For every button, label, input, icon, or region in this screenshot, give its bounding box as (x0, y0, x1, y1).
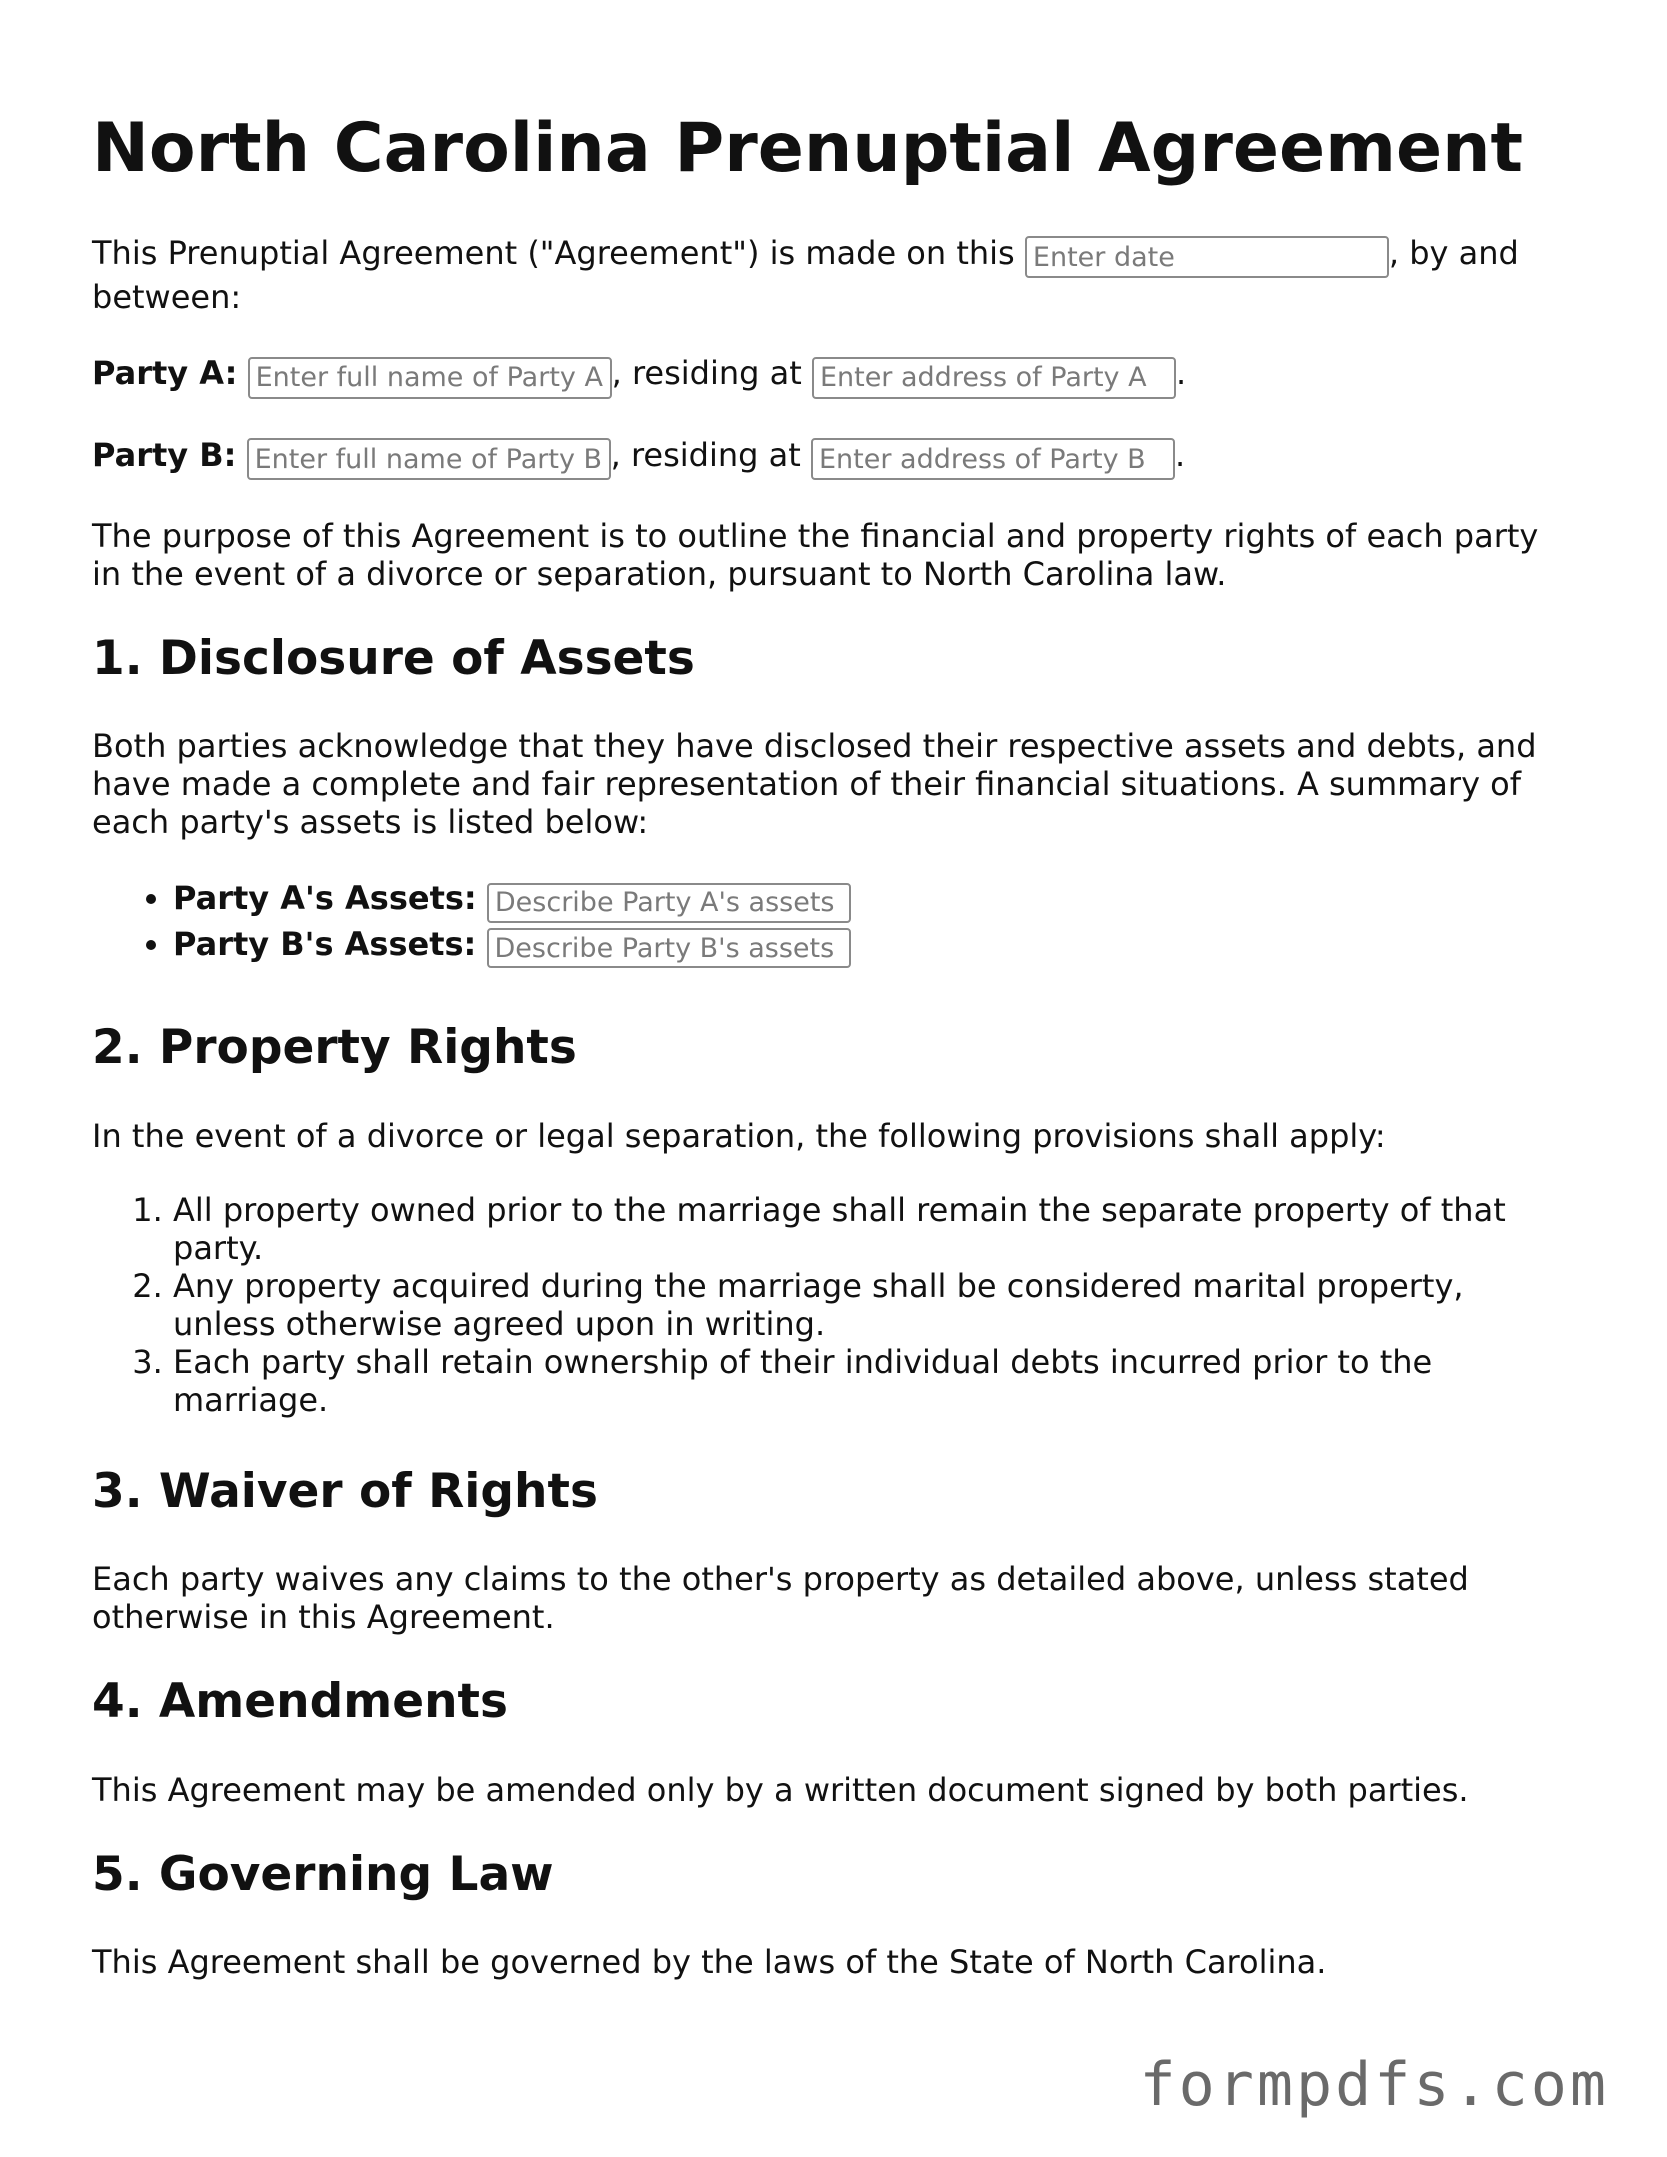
intro-text-after: , by and between: (92, 233, 1519, 317)
party-b-name-input[interactable] (247, 438, 611, 480)
party-b-line (92, 436, 1572, 481)
party-b-address-input[interactable] (811, 438, 1175, 480)
date-input[interactable] (1025, 236, 1389, 278)
section-amendments-text: This Agreement may be amended only by a written document signed by both parties. (92, 1770, 1469, 1809)
assets-list (92, 877, 1572, 968)
party-b-end: . (1174, 435, 1186, 474)
list-item: 3. Each party shall retain ownership of their individual debts incurred prior to the marriage. (173, 1343, 1572, 1419)
party-b-assets-label: Party B's Assets: (173, 924, 477, 963)
section-waiver-heading: 3. Waiver of Rights (92, 1463, 598, 1519)
party-b-label: Party B: (92, 435, 237, 474)
section-amendments-heading: 4. Amendments (92, 1674, 509, 1730)
party-a-assets-label: Party A's Assets: (173, 879, 477, 918)
section-disclosure-heading: 1. Disclosure of Assets (92, 631, 695, 687)
section-waiver-text: Each party waives any claims to the other's property as detailed above, unless stated otherwise in this Agreement. (92, 1560, 1469, 1637)
party-a-assets-input[interactable] (487, 883, 851, 923)
party-a-name-input[interactable] (248, 357, 612, 399)
party-a-residing-text: , residing at (611, 354, 812, 393)
watermark: formpdfs.com (1139, 2050, 1609, 2120)
list-item (173, 877, 1572, 923)
document-page (92, 108, 1572, 2019)
list-item: 1. All property owned prior to the marriage shall remain the separate property of that party. (173, 1191, 1572, 1267)
section-property-heading: 2. Property Rights (92, 1020, 577, 1076)
party-b-residing-text: , residing at (610, 435, 811, 474)
section-disclosure-text: Both parties acknowledge that they have disclosed their respective assets and debts, and have made a complete and fair representation of their financial situations. A summary of each party's assets is listed below: (92, 727, 1537, 842)
list-item (173, 923, 1572, 969)
list-item: 2. Any property acquired during the marriage shall be considered marital property, unless otherwise agreed upon in writing. (173, 1267, 1572, 1343)
intro-paragraph (92, 234, 1572, 317)
provisions-list (92, 1191, 1572, 1419)
intro-text-before: This Prenuptial Agreement ("Agreement") is made on this (92, 233, 1025, 272)
purpose-paragraph: The purpose of this Agreement is to outline the financial and property rights of each party in the event of a divorce or separation, pursuant to North Carolina law. (92, 517, 1539, 594)
section-law-text: This Agreement shall be governed by the laws of the State of North Carolina. (92, 1943, 1327, 1982)
section-property-text: In the event of a divorce or legal separation, the following provisions shall apply: (92, 1116, 1386, 1155)
party-b-assets-input[interactable] (487, 928, 851, 968)
page-title: North Carolina Prenuptial Agreement (92, 109, 1524, 188)
party-a-end: . (1175, 354, 1187, 393)
section-law-heading: 5. Governing Law (92, 1846, 554, 1902)
party-a-line (92, 354, 1572, 399)
party-a-label: Party A: (92, 354, 238, 393)
party-a-address-input[interactable] (812, 357, 1176, 399)
